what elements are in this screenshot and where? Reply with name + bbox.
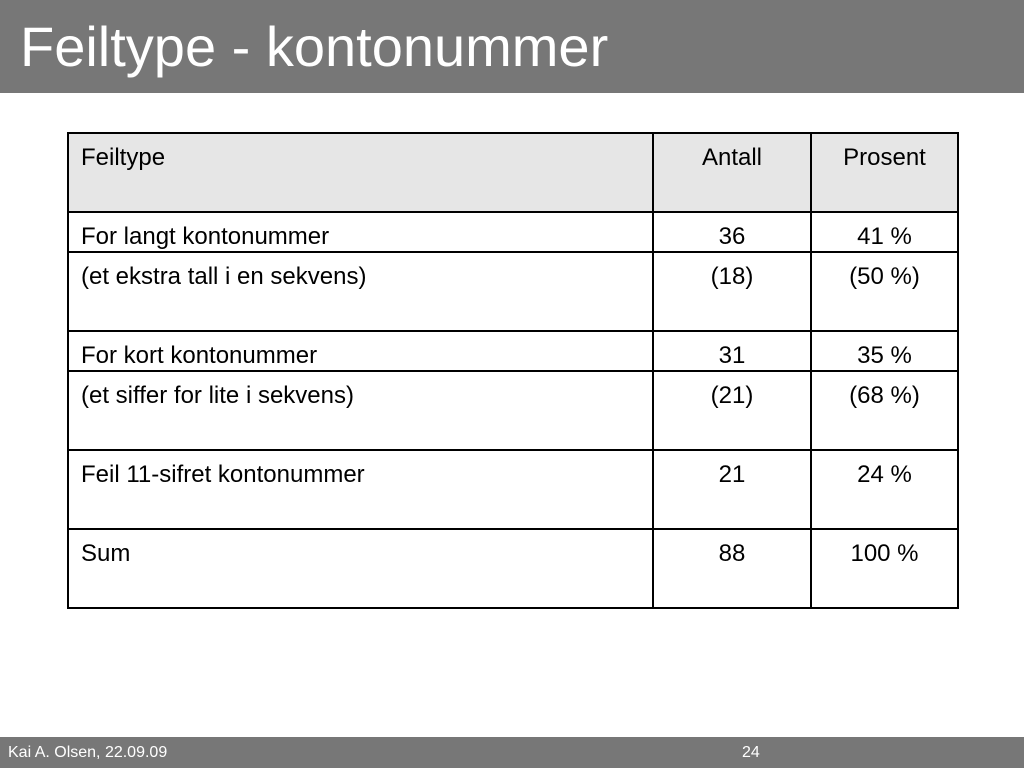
row-type-cell: Feil 11-sifret kontonummer xyxy=(68,450,653,529)
table-row xyxy=(68,212,958,252)
row-type-cell: For langt kontonummer xyxy=(68,212,653,252)
sum-label-cell: Sum xyxy=(68,529,653,608)
row-type-cell: (et ekstra tall i en sekvens) xyxy=(68,252,653,331)
footer-author-date: Kai A. Olsen, 22.09.09 xyxy=(8,744,168,761)
table-row xyxy=(68,331,958,371)
row-type-cell: For kort kontonummer xyxy=(68,331,653,371)
sum-count-cell: 88 xyxy=(653,529,811,608)
header-antall: Antall xyxy=(653,133,811,212)
row-percent-cell: (50 %) xyxy=(811,252,958,331)
sum-percent-cell: 100 % xyxy=(811,529,958,608)
table-row xyxy=(68,371,958,450)
row-percent-cell: 24 % xyxy=(811,450,958,529)
header-feiltype: Feiltype xyxy=(68,133,653,212)
row-count-cell: (18) xyxy=(653,252,811,331)
row-count-cell: 21 xyxy=(653,450,811,529)
row-count-cell: (21) xyxy=(653,371,811,450)
row-percent-cell: 41 % xyxy=(811,212,958,252)
row-count-cell: 36 xyxy=(653,212,811,252)
table-header-row xyxy=(68,133,958,212)
title-bar xyxy=(0,0,1024,93)
slide-title: Feiltype - kontonummer xyxy=(20,15,609,78)
header-prosent: Prosent xyxy=(811,133,958,212)
table-row xyxy=(68,252,958,331)
footer-bar xyxy=(0,737,1024,768)
row-count-cell: 31 xyxy=(653,331,811,371)
table-row xyxy=(68,450,958,529)
footer-page-number: 24 xyxy=(742,744,760,761)
table-sum-row xyxy=(68,529,958,608)
error-type-table xyxy=(67,132,959,609)
row-type-cell: (et siffer for lite i sekvens) xyxy=(68,371,653,450)
row-percent-cell: 35 % xyxy=(811,331,958,371)
row-percent-cell: (68 %) xyxy=(811,371,958,450)
